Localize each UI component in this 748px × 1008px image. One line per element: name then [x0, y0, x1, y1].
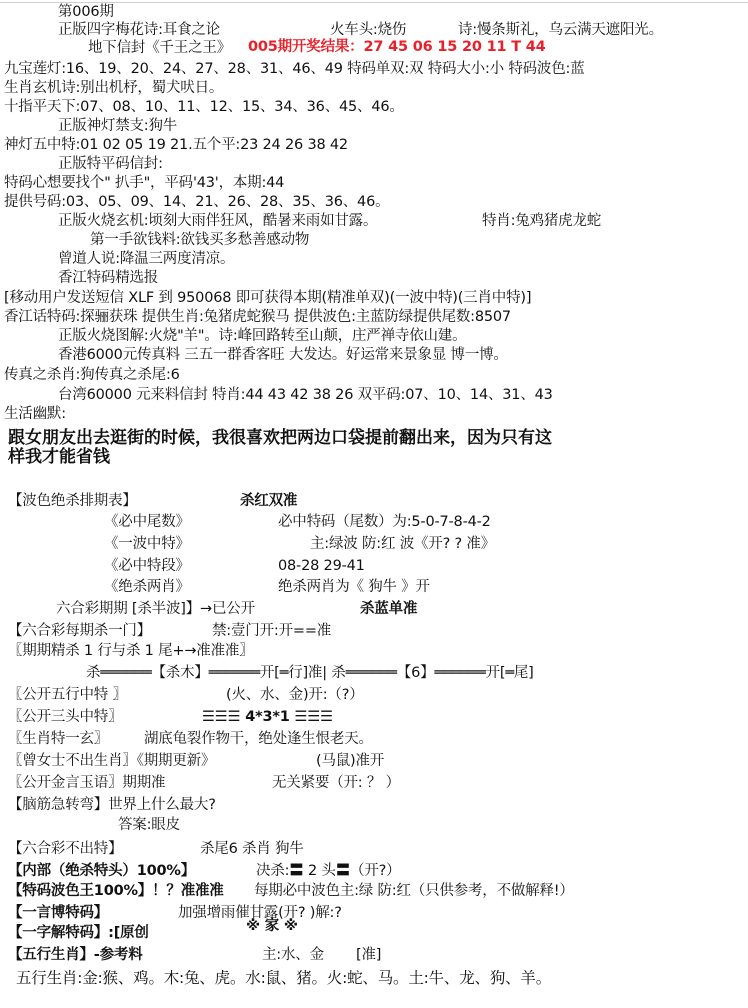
golden-words-label: 〖公开金言玉语〗期期准 [8, 775, 166, 791]
must-hit-range-label: 《必中特段》 [104, 558, 190, 574]
humor-label: 生活幽默: [4, 406, 66, 422]
first-hand-tip: 第一手欲钱料:欲钱买多愁善感动物 [90, 232, 310, 248]
zodiac-riddle-poem: 生肖玄机诗:别出机杼，蜀犬吠日。 [4, 80, 224, 96]
kill-one-door-label: 【六合彩每期杀一门】 [8, 623, 151, 639]
ms-zeng-label: 〖曾女士不出生肖〗《期期更新》 [8, 753, 216, 769]
kill-half-wave: 六合彩期期 [杀半波]】→已公开 [56, 601, 255, 617]
one-word-value: 加强增雨催甘露(开? )解:? [178, 905, 342, 921]
humor-joke-line-2: 样我才能省钱 [8, 447, 110, 467]
taiwan-envelope: 台湾60000 元来料信封 特肖:44 43 42 38 26 双平码:07、10、14、31、43 [58, 387, 553, 403]
humor-joke-line-1: 跟女朋友出去逛街的时候，我很喜欢把两边口袋提前翻出来，因为只有这 [8, 428, 552, 448]
must-hit-range-value: 08-28 29-41 [278, 558, 365, 574]
five-element-zodiac-accuracy: [准] [356, 947, 382, 963]
ten-fingers-line: 十指平天下:07、08、10、11、12、15、34、36、45、46。 [4, 99, 404, 115]
one-word-label: 【一言博特码】 [8, 905, 109, 921]
kill-red-double: 杀红双准 [240, 493, 298, 509]
zodiac-mystery-label: 〖生肖特一玄〗 [8, 731, 109, 747]
kill-two-value: 绝杀两肖为《 狗牛 》开 [278, 579, 430, 595]
five-elements-label: 〖公开五行中特 〗 [8, 687, 127, 703]
sms-notice: [移动用户发送短信 XLF 到 950068 即可获得本期(精准单双)(一波中特)(三肖中特)] [4, 290, 532, 306]
brain-teaser: 【脑筋急转弯】世界上什么最大? [8, 797, 216, 813]
wave-kill-table-title: 【波色绝杀排期表】 [8, 493, 137, 509]
five-element-zodiac-list: 五行生肖:金:猴、鸡。木:兔、虎。水:鼠、猪。火:蛇、马。土:牛、龙、狗、羊。 [16, 969, 552, 987]
must-hit-tail-value: 必中特码（尾数）为:5-0-7-8-4-2 [278, 514, 491, 530]
fire-picture: 正版火烧图解:火烧"羊"。诗:峰回路转至山颠，庄严禅寺依山建。 [58, 328, 467, 344]
not-out-special-value: 杀尾6 杀肖 狗牛 [200, 841, 304, 857]
must-hit-tail-label: 《必中尾数》 [104, 514, 190, 530]
not-out-special-label: 【六合彩不出特】 [8, 841, 123, 857]
lotus-lamp-line: 九宝莲灯:16、19、20、24、27、28、31、46、49 特码单双:双 特码大小:小 特码波色:蓝 [4, 61, 585, 77]
three-heads-value: ☰☰☰ 4*3*1 ☰☰☰ [202, 709, 333, 725]
five-element-zodiac-main: 主:水、金 [262, 947, 324, 963]
brain-teaser-answer: 答案:眼皮 [118, 817, 180, 833]
kill-element-tail-line: 杀══════【杀木】══════开[═行]准| 杀══════【6】══════开[═尾] [86, 665, 534, 681]
special-pickpocket: 特码心想要找个" 扒手"，平码'43'，本期:44 [4, 175, 285, 191]
xiangjiang-title: 香江特码精选报 [58, 270, 159, 286]
issue-number: 第006期 [58, 4, 114, 20]
taoist-saying: 曾道人说:降温三两度清凉。 [58, 251, 235, 267]
kill-element-tail-title: 〖期期精杀 1 行与杀 1 尾+→准准准〗 [8, 643, 254, 659]
one-char-label: 【一字解特码】:[原创 [8, 925, 149, 941]
special-zodiac: 特肖:兔鸡猪虎龙蛇 [482, 213, 602, 229]
provided-numbers: 提供号码:03、05、09、14、21、26、28、35、36、46。 [4, 194, 390, 210]
one-wave-label: 《一波中特》 [104, 536, 190, 552]
hongkong-fax: 香港6000元传真料 三五一群香客旺 大发达。好运常来景象显 博一博。 [58, 347, 508, 363]
one-wave-value: 主:绿波 防:红 波《开? ? 准》 [310, 536, 495, 552]
kill-blue-single: 杀蓝单准 [360, 601, 418, 617]
internal-kill-head-label: 【内部（绝杀特头）100%】 [8, 863, 195, 879]
lamp-forbidden: 正版神灯禁支:狗牛 [58, 118, 178, 134]
wave-king-label: 【特码波色王100%】！？准准准 [8, 883, 224, 899]
plum-poem: 正版四字梅花诗:耳食之论 [58, 22, 220, 38]
kill-two-label: 《绝杀两肖》 [104, 579, 190, 595]
golden-words-value: 无关紧要（开: ？ ） [272, 775, 400, 791]
special-envelope: 正版特平码信封: [58, 156, 163, 172]
five-elements-value: (火、水、金)开:（?） [226, 687, 364, 703]
fax-kill: 传真之杀肖:狗传真之杀尾:6 [4, 367, 180, 383]
internal-kill-head-value: 决杀:〓 2 头〓（开?） [256, 863, 401, 879]
five-element-zodiac-label: 【五行生肖】-参考料 [8, 947, 143, 963]
zodiac-mystery-value: 湖底龟裂作物干，绝处逢生恨老天。 [144, 731, 373, 747]
underground-envelope: 地下信封《千王之王》 [88, 40, 231, 56]
fire-riddle: 正版火烧玄机:顷刻大雨伴狂风，酷暑来雨如甘露。 [58, 213, 378, 229]
wave-king-value: 每期必中波色主:绿 防:红（只供参考，不做解释!） [254, 883, 574, 899]
train-head: 火车头:烧伤 [330, 22, 407, 38]
three-heads-label: 〖公开三头中特〗 [8, 709, 123, 725]
one-char-value: ※ 家 ※ [246, 918, 298, 934]
draw-result: 005期开奖结果：27 45 06 15 20 11 T 44 [248, 39, 546, 55]
kill-one-door-value: 禁:壹门开:开==准 [212, 623, 332, 639]
poem-text: 诗:慢条斯礼，乌云满天遮阳光。 [458, 22, 663, 38]
ms-zeng-value: (马鼠)准开 [316, 753, 385, 769]
xiangjiang-special: 香江话特码:探骊获珠 提供生肖:兔猪虎蛇猴马 提供波色:主蓝防绿提供尾数:8507 [4, 309, 511, 325]
lamp-five-special: 神灯五中特:01 02 05 19 21.五个平:23 24 26 38 42 [4, 137, 348, 153]
